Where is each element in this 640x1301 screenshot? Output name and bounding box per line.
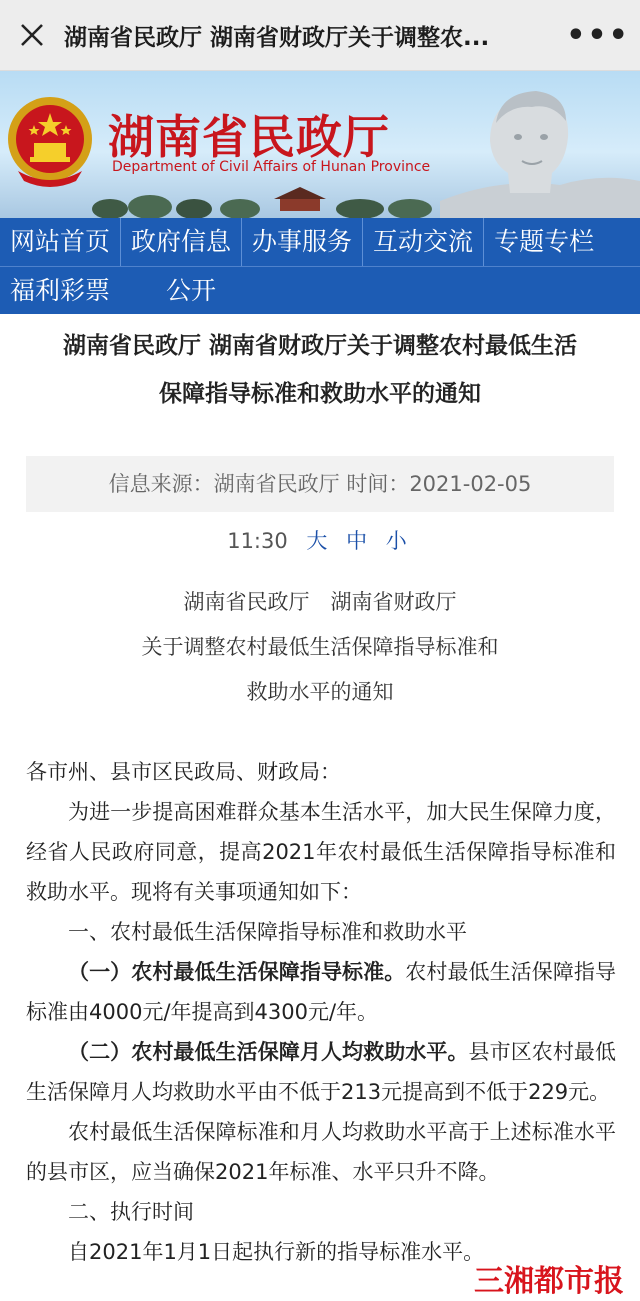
font-size-medium-link[interactable]: 中 <box>346 529 368 553</box>
page-title: 湖南省民政厅 湖南省财政厅关于调整农... <box>64 24 490 51</box>
article-body <box>26 752 616 1272</box>
nav-item-home[interactable]: 网站首页 <box>0 218 121 266</box>
article-title <box>20 322 620 418</box>
watermark-logo: 三湘都市报 <box>474 1264 624 1299</box>
document-heading-line-2: 关于调整农村最低生活保障指导标准和 <box>141 635 499 659</box>
article-meta: 信息来源：湖南省民政厅 时间：2021-02-05 <box>26 456 614 512</box>
statue-image <box>440 81 640 218</box>
font-size-large-link[interactable]: 大 <box>306 529 328 553</box>
site-banner <box>0 71 640 218</box>
landscape-image <box>90 187 450 218</box>
document-heading <box>0 580 640 715</box>
paragraph-intro: 为进一步提高困难群众基本生活水平，加大民生保障力度，经省人民政府同意，提高2021年农村最低生活保障指导标准和救助水平。现将有关事项通知如下： <box>26 800 616 904</box>
item-1-heading: （一）农村最低生活保障指导标准。 <box>68 960 406 984</box>
section-heading-1: 一、农村最低生活保障指导标准和救助水平 <box>68 920 467 944</box>
more-icon: ••• <box>566 17 630 53</box>
item-1-text: 农村最低生活保障指导标准由4000元/年提高到4300元/年。 <box>26 960 617 1024</box>
item-1 <box>26 952 616 1032</box>
more-button[interactable] <box>556 0 640 70</box>
nav-item-interaction[interactable]: 互动交流 <box>363 218 484 266</box>
nav-row-2 <box>0 266 640 315</box>
article-title-line-2: 保障指导标准和救助水平的通知 <box>159 381 481 407</box>
document-heading-line-1: 湖南省民政厅 湖南省财政厅 <box>183 590 457 614</box>
nav-item-services[interactable]: 办事服务 <box>242 218 363 266</box>
top-bar <box>0 0 640 71</box>
article-title-line-1: 湖南省民政厅 湖南省财政厅关于调整农村最低生活 <box>62 333 577 359</box>
close-button[interactable] <box>0 0 64 70</box>
article-time: 11:30 <box>227 529 288 553</box>
section-heading-2: 二、执行时间 <box>68 1200 194 1224</box>
salutation: 各市州、县市区民政局、财政局： <box>26 760 341 784</box>
site-name: 湖南省民政厅 <box>108 110 390 164</box>
article-time-row <box>0 524 640 558</box>
nav-item-topics[interactable]: 专题专栏 <box>494 227 595 256</box>
main-nav <box>0 218 640 314</box>
item-2-heading: （二）农村最低生活保障月人均救助水平。 <box>68 1040 469 1064</box>
site-subtitle: Department of Civil Affairs of Hunan Province <box>112 159 431 175</box>
document-heading-line-3: 救助水平的通知 <box>246 680 394 704</box>
item-2 <box>26 1032 616 1112</box>
item-2-text: 县市区农村最低生活保障月人均救助水平由不低于213元提高到不低于229元。 <box>26 1040 617 1104</box>
paragraph-effective-date: 自2021年1月1日起执行新的指导标准水平。 <box>68 1240 485 1264</box>
paragraph-standard: 农村最低生活保障标准和月人均救助水平高于上述标准水平的县市区，应当确保2021年标准、水平只升不降。 <box>26 1120 616 1184</box>
nav-item-lottery[interactable]: 福利彩票 <box>10 276 111 305</box>
close-icon <box>19 22 45 48</box>
nav-item-gov-info[interactable]: 政府信息 <box>121 218 242 266</box>
font-size-controls <box>300 529 412 553</box>
nav-row-1 <box>0 218 640 266</box>
national-emblem-icon <box>4 93 96 193</box>
font-size-small-link[interactable]: 小 <box>385 529 407 553</box>
nav-item-public[interactable]: 公开 <box>166 276 217 305</box>
